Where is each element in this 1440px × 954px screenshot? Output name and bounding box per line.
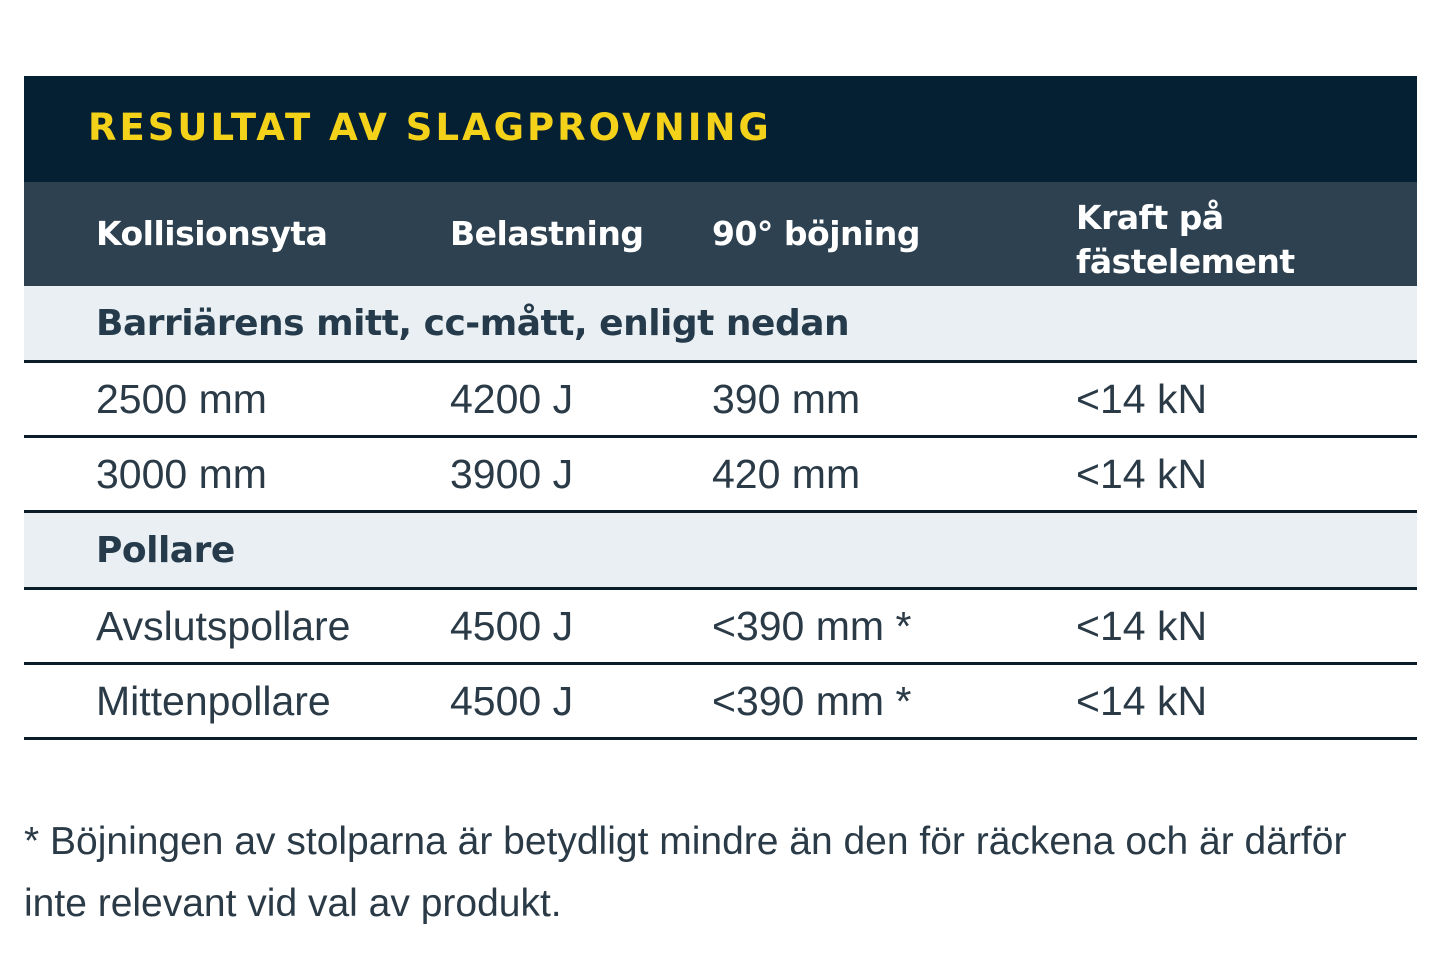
table-title: RESULTAT AV SLAGPROVNING: [88, 105, 772, 149]
cell-bojning: 420 mm: [712, 450, 861, 497]
column-header-belastning: Belastning: [450, 214, 644, 253]
cell-belastning: 4500 J: [450, 602, 574, 649]
cell-kollisionsyta: 3000 mm: [96, 450, 267, 497]
title-bar: [24, 76, 1417, 182]
cell-kollisionsyta: 2500 mm: [96, 375, 267, 422]
cell-belastning: 4500 J: [450, 677, 574, 724]
cell-kraft: <14 kN: [1076, 375, 1208, 422]
table-row: [24, 438, 1417, 513]
group-label: Pollare: [96, 529, 235, 571]
cell-kollisionsyta: Mittenpollare: [96, 677, 331, 724]
table-row: [24, 665, 1417, 740]
cell-kraft: <14 kN: [1076, 450, 1208, 497]
cell-bojning: 390 mm: [712, 375, 861, 422]
column-header-row: [24, 182, 1417, 286]
table-row: [24, 363, 1417, 438]
cell-kraft: <14 kN: [1076, 602, 1208, 649]
column-header-kraft: Kraft på fästelement: [1076, 198, 1295, 281]
cell-kraft: <14 kN: [1076, 677, 1208, 724]
cell-kollisionsyta: Avslutspollare: [96, 602, 351, 649]
cell-bojning: <390 mm *: [712, 602, 912, 649]
footnote: * Böjningen av stolparna är betydligt mindre än den för räckena och är därför inte relevant vid val av produkt.: [24, 820, 1347, 925]
column-header-bojning: 90° böjning: [712, 214, 920, 253]
column-header-kollisionsyta: Kollisionsyta: [96, 214, 328, 253]
results-table: [24, 76, 1417, 740]
cell-belastning: 3900 J: [450, 450, 574, 497]
group-row-barriar: [24, 286, 1417, 363]
group-row-pollare: [24, 513, 1417, 590]
cell-belastning: 4200 J: [450, 375, 574, 422]
cell-bojning: <390 mm *: [712, 677, 912, 724]
group-label: Barriärens mitt, cc-mått, enligt nedan: [96, 302, 850, 344]
table-row: [24, 590, 1417, 665]
